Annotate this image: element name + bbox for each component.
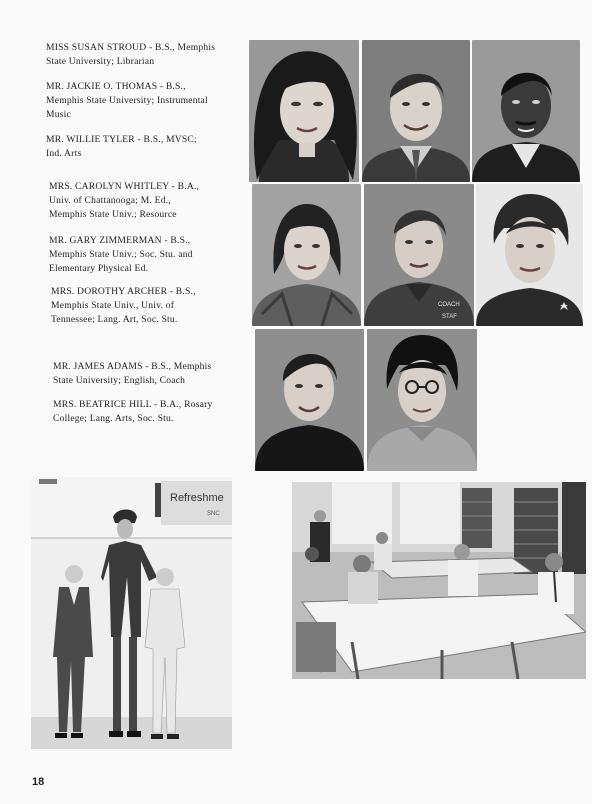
caption-line: MRS. BEATRICE HILL - B.A., Rosary — [53, 399, 213, 410]
caption-line: MR. JAMES ADAMS - B.S., Memphis — [53, 361, 212, 372]
caption-line: MISS SUSAN STROUD - B.S., Memphis — [46, 42, 216, 53]
caption-whitley — [49, 180, 199, 222]
shirt-text-staff: STAF — [442, 314, 457, 320]
caption-zimmerman — [49, 234, 193, 276]
page-number: 18 — [32, 776, 45, 788]
caption-line: MRS. DOROTHY ARCHER - B.S., — [51, 286, 196, 297]
caption-line: Tennessee; Lang. Art, Soc. Stu. — [51, 314, 178, 325]
caption-line: MR. JACKIE O. THOMAS - B.S., — [46, 81, 186, 92]
caption-line: Elementary Physical Ed. — [49, 263, 149, 274]
caption-line: Ind. Arts — [46, 148, 82, 159]
caption-hill — [53, 398, 212, 426]
caption-tyler — [46, 133, 197, 161]
caption-adams — [53, 360, 211, 388]
caption-line: Memphis State Univ.; Soc. Stu. and — [49, 249, 193, 260]
sign-text: Refreshme — [170, 492, 224, 504]
sign-text-small: SNC — [207, 511, 220, 517]
portrait-hill — [367, 329, 477, 471]
caption-line: Music — [46, 109, 71, 120]
photo-hallway — [31, 477, 232, 749]
portrait-whitley — [252, 184, 361, 326]
caption-line: College; Lang. Arts, Soc. Stu. — [53, 413, 174, 424]
portrait-adams — [255, 329, 364, 471]
portrait-tyler — [472, 40, 580, 182]
portrait-thomas — [362, 40, 470, 182]
caption-line: MR. WILLIE TYLER - B.S., MVSC; — [46, 134, 197, 145]
caption-line: MRS. CAROLYN WHITLEY - B.A., — [49, 181, 200, 192]
caption-line: State University; Librarian — [46, 56, 155, 67]
caption-archer — [51, 285, 196, 327]
caption-line: MR. GARY ZIMMERMAN - B.S., — [49, 235, 191, 246]
portrait-archer — [476, 184, 583, 326]
caption-line: State University; English, Coach — [53, 375, 186, 386]
portrait-stroud — [249, 40, 359, 182]
caption-thomas — [46, 80, 208, 122]
shirt-text-coach: COACH — [438, 302, 460, 308]
caption-line: Univ. of Chattanooga; M. Ed., — [49, 195, 171, 206]
caption-line: Memphis State Univ., Univ. of — [51, 300, 175, 311]
caption-line: Memphis State Univ.; Resource — [49, 209, 177, 220]
photo-library — [292, 482, 586, 679]
portrait-zimmerman — [364, 184, 474, 326]
caption-line: Memphis State University; Instrumental — [46, 95, 208, 106]
caption-stroud — [46, 41, 215, 69]
